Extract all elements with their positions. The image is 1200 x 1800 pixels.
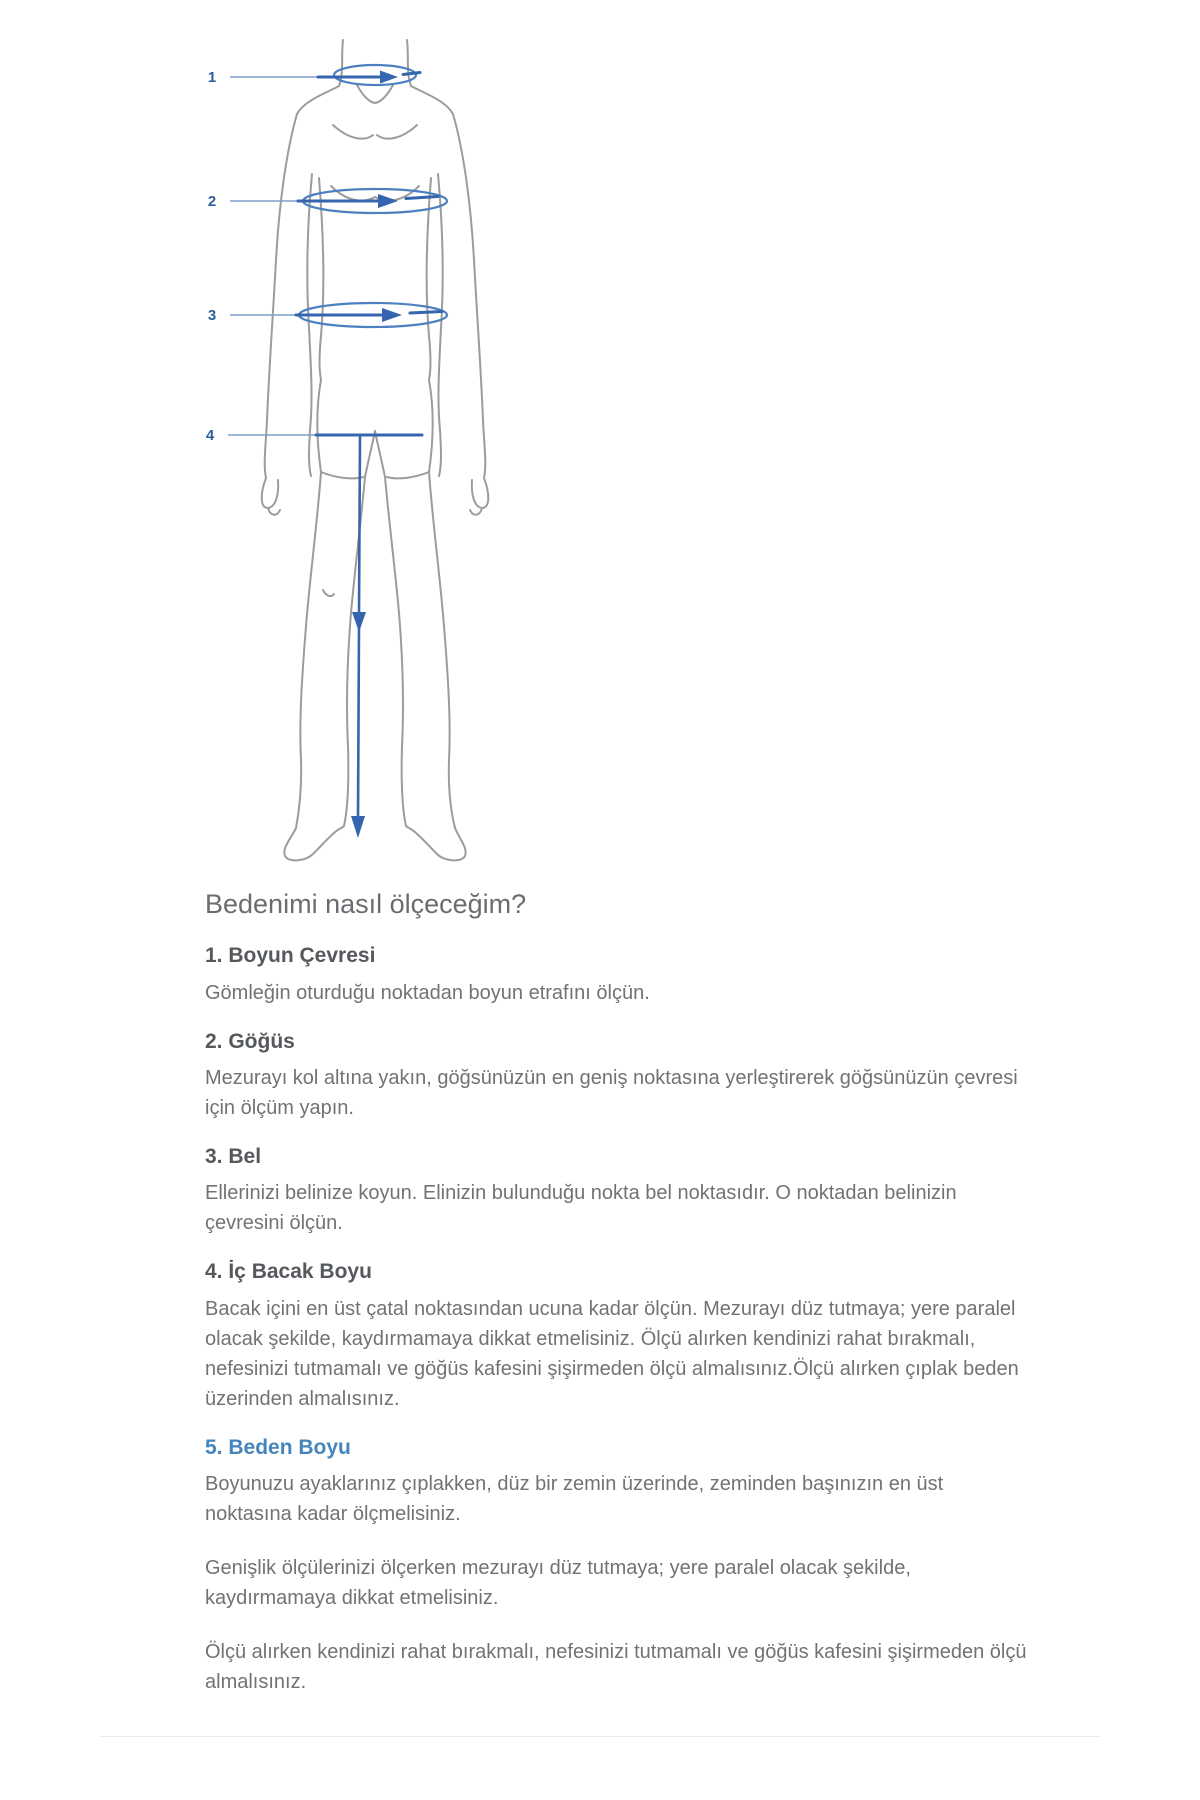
section-heading-inseam: 4. İç Bacak Boyu xyxy=(205,1260,372,1284)
section-neck xyxy=(205,942,1030,1007)
section-heading-height: 5. Beden Boyu xyxy=(205,1435,351,1459)
bottom-divider xyxy=(100,1736,1100,1737)
body-outline-drawing xyxy=(262,40,489,860)
page-title: Bedenimi nasıl ölçeceğim? xyxy=(205,889,527,919)
section-inseam xyxy=(205,1258,1030,1413)
measurement-instructions xyxy=(205,886,1030,1697)
section-waist xyxy=(205,1143,1030,1238)
measure-label-1: 1 xyxy=(207,69,217,86)
measure-label-3: 3 xyxy=(207,307,217,324)
note-width-measuring: Genişlik ölçülerinizi ölçerken mezurayı düz tutmaya; yere paralel olacak şekilde, kaydırmamaya dikkat etmelisiniz. xyxy=(205,1556,911,1609)
section-heading-waist: 3. Bel xyxy=(205,1145,262,1169)
measure-label-4: 4 xyxy=(205,427,215,444)
inseam-bottom-arrow-icon xyxy=(351,816,365,838)
body-measurement-diagram xyxy=(150,28,580,868)
measurement-marks xyxy=(228,65,447,838)
section-height xyxy=(205,1434,1030,1529)
section-body-waist: Ellerinizi belinize koyun. Elinizin bulunduğu nokta bel noktasıdır. O noktadan belinizin çevresini ölçün. xyxy=(205,1182,957,1235)
note-relaxed-measuring: Ölçü alırken kendinizi rahat bırakmalı, nefesinizi tutmamalı ve göğüs kafesini şişirmeden ölçü almalısınız. xyxy=(205,1640,1027,1693)
section-body-neck: Gömleğin oturduğu noktadan boyun etrafını ölçün. xyxy=(205,981,650,1004)
section-heading-neck: 1. Boyun Çevresi xyxy=(205,944,376,968)
chest-arrow-icon xyxy=(378,194,398,208)
section-body-chest: Mezurayı kol altına yakın, göğsünüzün en geniş noktasına yerleştirerek göğsünüzün çevresi için ölçüm yapın. xyxy=(205,1067,1018,1120)
section-body-height: Boyunuzu ayaklarınız çıplakken, düz bir zemin üzerinde, zeminden başınızın en üst noktasına kadar ölçmelisiniz. xyxy=(205,1472,944,1525)
measure-label-2: 2 xyxy=(207,193,217,210)
section-body-inseam: Bacak içini en üst çatal noktasından ucuna kadar ölçün. Mezurayı düz tutmaya; yere paralel olacak şekilde, kaydırmamaya dikkat etmelisiniz. Ölçü alırken kendinizi rahat bırakmalı, nefesinizi tutmamalı ve göğüs kafesini şişirmeden ölçü almalısınız.Ölçü alırken çıplak beden üzerinden almalısınız. xyxy=(205,1297,1019,1410)
body-diagram-svg xyxy=(150,28,580,868)
waist-arrow-icon xyxy=(382,308,402,322)
neck-arrow-icon xyxy=(380,71,398,84)
section-chest xyxy=(205,1028,1030,1123)
section-heading-chest: 2. Göğüs xyxy=(205,1029,295,1053)
